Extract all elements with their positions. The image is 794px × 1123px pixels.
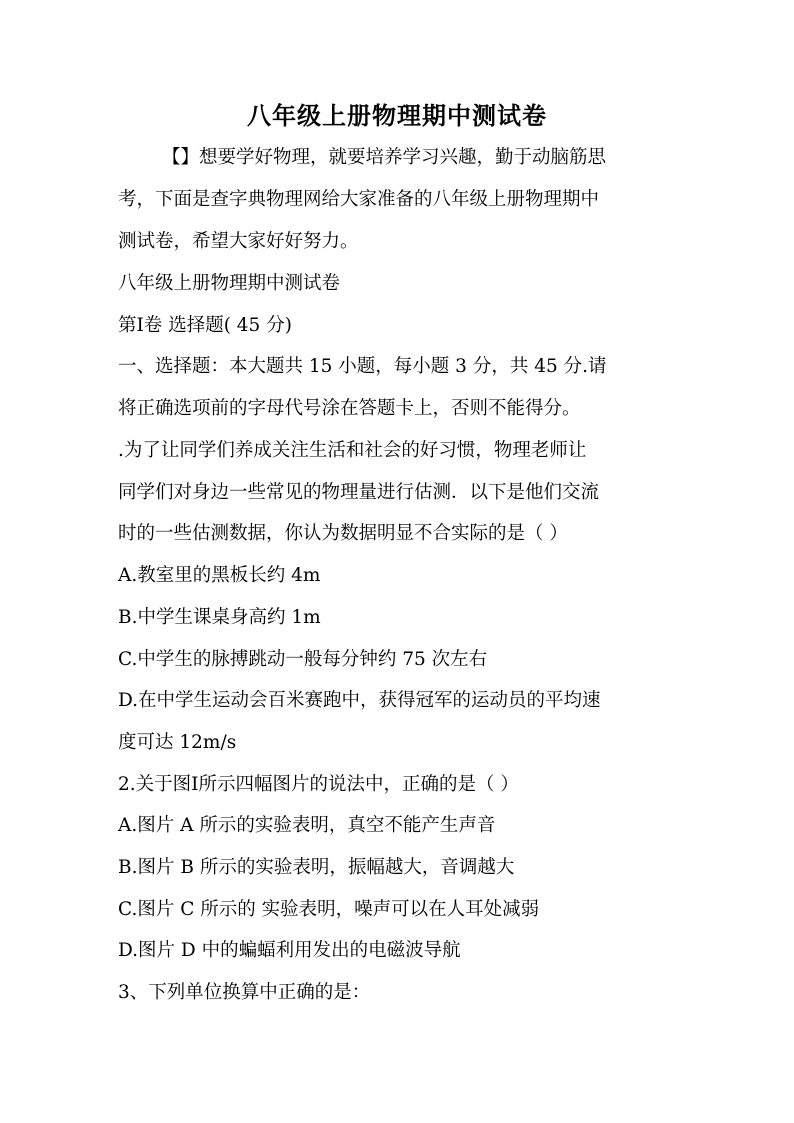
question-2-option-d: D.图片 D 中的蝙蝠利用发出的电磁波导航: [118, 940, 461, 961]
question-1-line-2: 同学们对身边一些常见的物理量进行估测．以下是他们交流: [118, 482, 600, 503]
question-1-option-d: D.在中学生运动会百米赛跑中，获得冠军的运动员的平均速: [118, 690, 601, 711]
subtitle: 八年级上册物理期中测试卷: [118, 273, 341, 294]
question-2-option-b: B.图片 B 所示的实验表明，振幅越大，音调越大: [118, 857, 515, 878]
question-1-line-3: 时的一些估测数据，你认为数据明显不合实际的是（ ）: [118, 523, 568, 544]
intro-line-1: 【】想要学好物理，就要培养学习兴趣，勤于动脑筋思: [162, 147, 607, 168]
question-1-option-c: C.中学生的脉搏跳动一般每分钟约 75 次左右: [118, 649, 488, 670]
question-2: 2.关于图Ⅰ所示四幅图片的说法中，正确的是（ ）: [118, 774, 519, 795]
question-1-line-1: .为了让同学们养成关注生活和社会的好习惯，物理老师让: [118, 440, 587, 461]
document-title: 八年级上册物理期中测试卷: [247, 101, 547, 130]
instructions-line-2: 将正确选项前的字母代号涂在答题卡上，否则不能得分。: [118, 398, 581, 419]
question-2-option-c: C.图片 C 所示的 实验表明，噪声可以在人耳处减弱: [118, 899, 540, 920]
question-1-option-a: A.教室里的黑板长约 4m: [118, 565, 321, 586]
question-1-option-b: B.中学生课桌身高约 1m: [118, 607, 321, 628]
question-1-option-d-cont: 度可达 12m/s: [118, 732, 237, 753]
question-3: 3、下列单位换算中正确的是：: [118, 982, 371, 1003]
instructions-line-1: 一、选择题：本大题共 15 小题，每小题 3 分，共 45 分.请: [118, 356, 607, 377]
intro-line-2: 考，下面是查字典物理网给大家准备的八年级上册物理期中: [118, 189, 600, 210]
intro-line-3: 测试卷，希望大家好好努力。: [118, 231, 359, 252]
section-heading: 第Ⅰ卷 选择题( 45 分): [118, 315, 292, 336]
question-2-option-a: A.图片 A 所示的实验表明，真空不能产生声音: [118, 815, 496, 836]
